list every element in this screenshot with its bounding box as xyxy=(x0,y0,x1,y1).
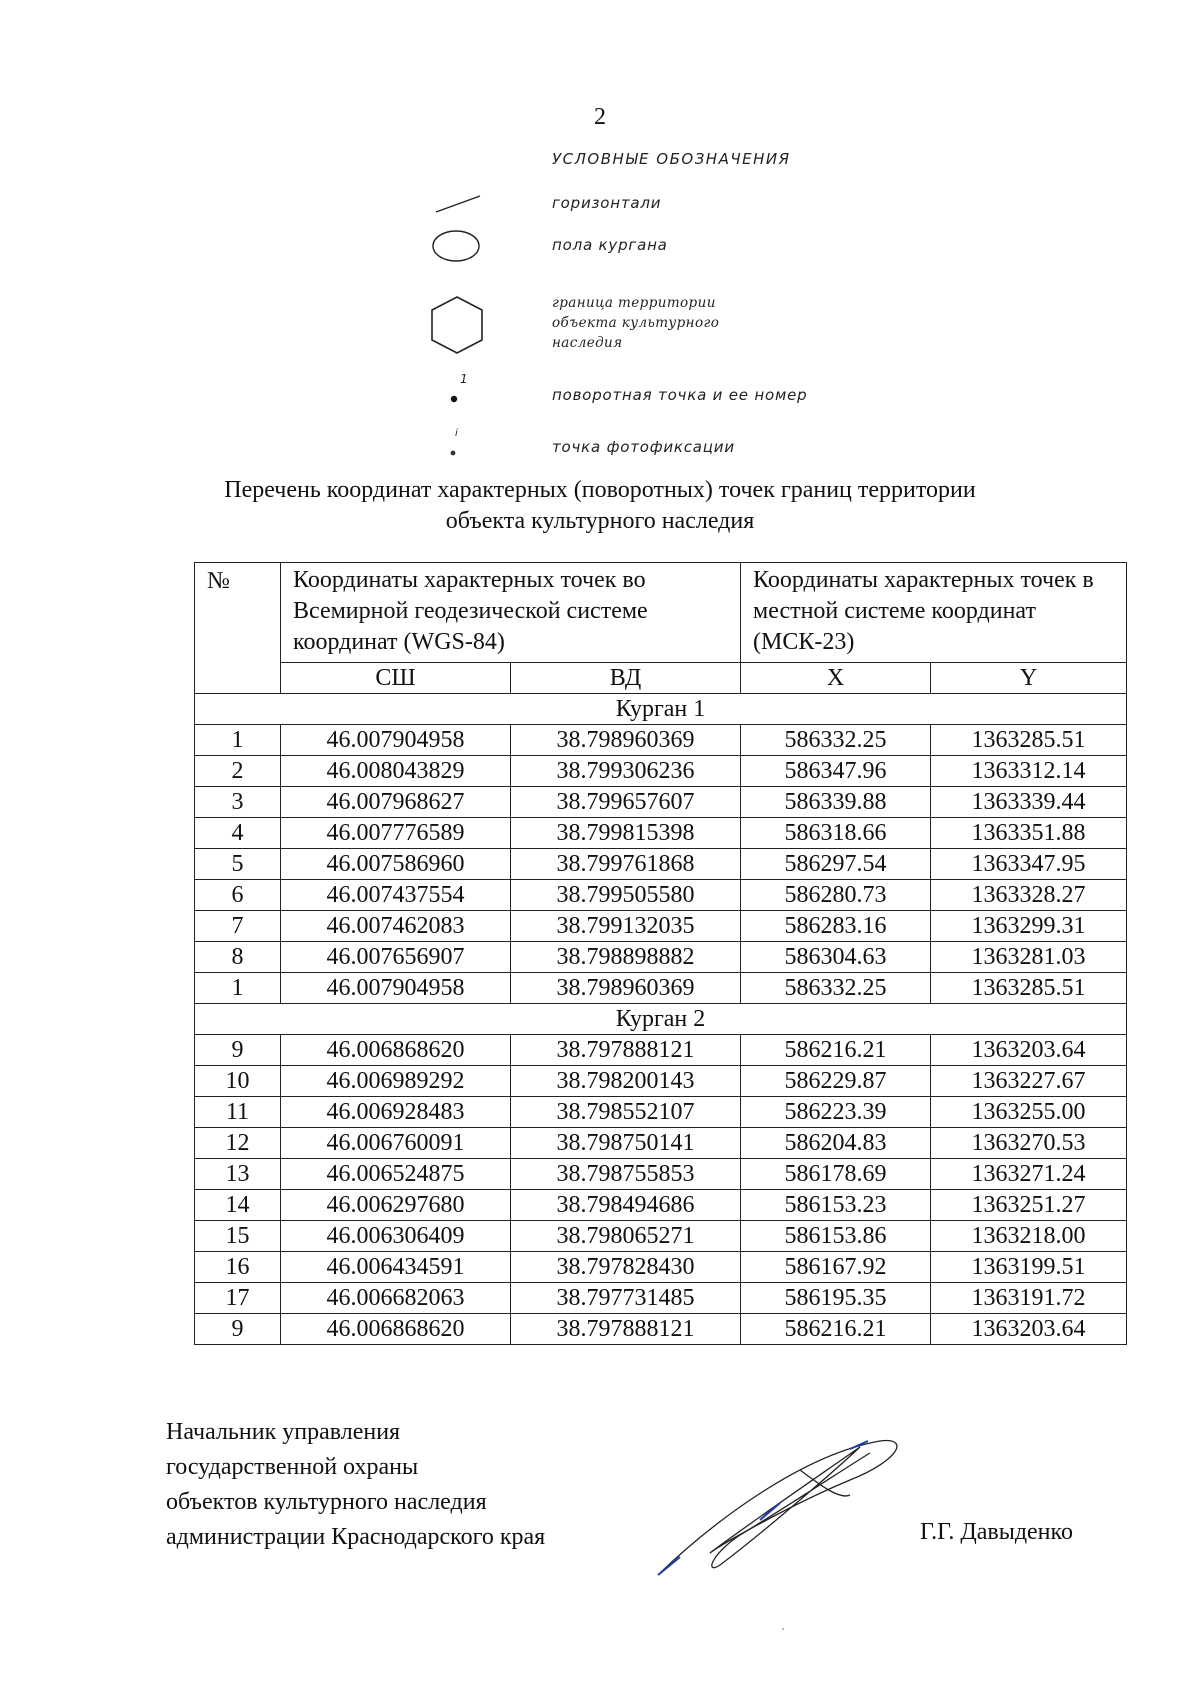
point-number-label: 1 xyxy=(460,372,468,386)
legend-label-boundary-line: граница территории xyxy=(552,295,716,311)
list-title xyxy=(0,475,1200,537)
cell-number: 12 xyxy=(195,1128,281,1159)
table-row xyxy=(195,725,1127,756)
cell-x: 586297.54 xyxy=(741,849,931,880)
header-number: № xyxy=(195,563,281,694)
cell-longitude: 38.797731485 xyxy=(511,1283,741,1314)
legend-title: УСЛОВНЫЕ ОБОЗНАЧЕНИЯ xyxy=(552,150,791,168)
cell-x: 586280.73 xyxy=(741,880,931,911)
table-row xyxy=(195,1252,1127,1283)
legend-label-contour: горизонтали xyxy=(552,194,662,212)
cell-number: 15 xyxy=(195,1221,281,1252)
cell-y: 1363203.64 xyxy=(931,1314,1127,1345)
cell-latitude: 46.006868620 xyxy=(281,1314,511,1345)
cell-latitude: 46.007968627 xyxy=(281,787,511,818)
cell-latitude: 46.006434591 xyxy=(281,1252,511,1283)
cell-latitude: 46.008043829 xyxy=(281,756,511,787)
cell-number: 5 xyxy=(195,849,281,880)
page-number: 2 xyxy=(594,104,606,130)
cell-y: 1363270.53 xyxy=(931,1128,1127,1159)
handwritten-signature xyxy=(650,1435,910,1585)
cell-x: 586167.92 xyxy=(741,1252,931,1283)
cell-x: 586178.69 xyxy=(741,1159,931,1190)
signature-line: Начальник управления xyxy=(166,1419,401,1445)
cell-longitude: 38.798755853 xyxy=(511,1159,741,1190)
legend-item-contour xyxy=(430,190,900,220)
cell-number: 8 xyxy=(195,942,281,973)
cell-latitude: 46.007904958 xyxy=(281,725,511,756)
cell-y: 1363227.67 xyxy=(931,1066,1127,1097)
cell-longitude: 38.799306236 xyxy=(511,756,741,787)
legend-item-mound xyxy=(430,228,900,268)
header-wgs84: Координаты характерных точек во Всемирной геодезической системе координат (WGS-84) xyxy=(281,563,741,663)
header-x: X xyxy=(741,663,931,694)
cell-latitude: 46.006524875 xyxy=(281,1159,511,1190)
cell-longitude: 38.799657607 xyxy=(511,787,741,818)
cell-number: 3 xyxy=(195,787,281,818)
table-row xyxy=(195,1128,1127,1159)
photo-point-number-label: i xyxy=(455,428,458,439)
cell-y: 1363285.51 xyxy=(931,725,1127,756)
cell-latitude: 46.007437554 xyxy=(281,880,511,911)
table-row xyxy=(195,1190,1127,1221)
table-row xyxy=(195,942,1127,973)
cell-longitude: 38.797828430 xyxy=(511,1252,741,1283)
legend-label-boundary-line: наследия xyxy=(552,335,623,351)
cell-latitude: 46.007586960 xyxy=(281,849,511,880)
cell-number: 9 xyxy=(195,1314,281,1345)
cell-y: 1363199.51 xyxy=(931,1252,1127,1283)
table-header-row xyxy=(195,563,1127,663)
cell-number: 10 xyxy=(195,1066,281,1097)
dot-icon xyxy=(430,384,470,414)
table-row xyxy=(195,1066,1127,1097)
cell-y: 1363299.31 xyxy=(931,911,1127,942)
cell-number: 13 xyxy=(195,1159,281,1190)
cell-x: 586347.96 xyxy=(741,756,931,787)
legend-item-turning-point xyxy=(430,372,900,412)
coordinates-table xyxy=(194,562,1127,1345)
cell-longitude: 38.797888121 xyxy=(511,1314,741,1345)
cell-y: 1363281.03 xyxy=(931,942,1127,973)
table-row xyxy=(195,849,1127,880)
cell-y: 1363251.27 xyxy=(931,1190,1127,1221)
legend-label-photo-point: точка фотофиксации xyxy=(552,438,735,456)
cell-longitude: 38.798200143 xyxy=(511,1066,741,1097)
cell-x: 586223.39 xyxy=(741,1097,931,1128)
list-title-line: Перечень координат характерных (поворотных) точек границ территории xyxy=(224,477,976,503)
cell-number: 6 xyxy=(195,880,281,911)
list-title-line: объекта культурного наследия xyxy=(445,508,755,534)
cell-y: 1363203.64 xyxy=(931,1035,1127,1066)
cell-longitude: 38.798898882 xyxy=(511,942,741,973)
cell-latitude: 46.006928483 xyxy=(281,1097,511,1128)
cell-y: 1363347.95 xyxy=(931,849,1127,880)
cell-x: 586216.21 xyxy=(741,1035,931,1066)
cell-longitude: 38.799761868 xyxy=(511,849,741,880)
legend-item-photo-point xyxy=(430,428,900,468)
small-dot-icon xyxy=(430,438,470,468)
cell-longitude: 38.799815398 xyxy=(511,818,741,849)
header-latitude: СШ xyxy=(281,663,511,694)
cell-longitude: 38.798960369 xyxy=(511,973,741,1004)
cell-x: 586339.88 xyxy=(741,787,931,818)
table-subheader-row xyxy=(195,663,1127,694)
legend-label-boundary-line: объекта культурного xyxy=(552,315,720,331)
cell-x: 586216.21 xyxy=(741,1314,931,1345)
legend-label-mound: пола кургана xyxy=(552,236,668,254)
cell-y: 1363218.00 xyxy=(931,1221,1127,1252)
cell-latitude: 46.006682063 xyxy=(281,1283,511,1314)
header-longitude: ВД xyxy=(511,663,741,694)
table-row xyxy=(195,787,1127,818)
cell-number: 11 xyxy=(195,1097,281,1128)
signature-line: администрации Краснодарского края xyxy=(166,1524,546,1550)
cell-longitude: 38.798494686 xyxy=(511,1190,741,1221)
group-row xyxy=(195,694,1127,725)
cell-number: 2 xyxy=(195,756,281,787)
table-row xyxy=(195,1159,1127,1190)
scan-speck xyxy=(782,1628,784,1630)
hexagon-icon xyxy=(430,295,500,370)
table-row xyxy=(195,1097,1127,1128)
cell-longitude: 38.799505580 xyxy=(511,880,741,911)
cell-latitude: 46.007656907 xyxy=(281,942,511,973)
cell-longitude: 38.799132035 xyxy=(511,911,741,942)
cell-number: 17 xyxy=(195,1283,281,1314)
cell-y: 1363351.88 xyxy=(931,818,1127,849)
cell-x: 586204.83 xyxy=(741,1128,931,1159)
cell-number: 14 xyxy=(195,1190,281,1221)
cell-latitude: 46.007462083 xyxy=(281,911,511,942)
cell-x: 586283.16 xyxy=(741,911,931,942)
cell-x: 586304.63 xyxy=(741,942,931,973)
group-title: Курган 1 xyxy=(195,694,1127,725)
table-row xyxy=(195,880,1127,911)
cell-x: 586153.86 xyxy=(741,1221,931,1252)
cell-latitude: 46.007776589 xyxy=(281,818,511,849)
cell-y: 1363339.44 xyxy=(931,787,1127,818)
legend-label-boundary xyxy=(552,293,719,353)
cell-x: 586332.25 xyxy=(741,973,931,1004)
signature-position xyxy=(166,1415,545,1555)
cell-number: 9 xyxy=(195,1035,281,1066)
table-row xyxy=(195,973,1127,1004)
legend-item-boundary xyxy=(430,295,900,370)
cell-x: 586229.87 xyxy=(741,1066,931,1097)
cell-y: 1363191.72 xyxy=(931,1283,1127,1314)
cell-x: 586195.35 xyxy=(741,1283,931,1314)
table-row xyxy=(195,818,1127,849)
header-msk23: Координаты характерных точек в местной системе координат (МСК-23) xyxy=(741,563,1127,663)
cell-y: 1363271.24 xyxy=(931,1159,1127,1190)
cell-latitude: 46.007904958 xyxy=(281,973,511,1004)
cell-latitude: 46.006306409 xyxy=(281,1221,511,1252)
cell-number: 7 xyxy=(195,911,281,942)
cell-y: 1363285.51 xyxy=(931,973,1127,1004)
cell-x: 586318.66 xyxy=(741,818,931,849)
cell-latitude: 46.006760091 xyxy=(281,1128,511,1159)
table-row xyxy=(195,1221,1127,1252)
cell-y: 1363255.00 xyxy=(931,1097,1127,1128)
table-body xyxy=(195,694,1127,1345)
header-y: Y xyxy=(931,663,1127,694)
signature-name: Г.Г. Давыденко xyxy=(920,1519,1073,1545)
cell-number: 16 xyxy=(195,1252,281,1283)
cell-latitude: 46.006868620 xyxy=(281,1035,511,1066)
cell-y: 1363328.27 xyxy=(931,880,1127,911)
contour-line-icon xyxy=(430,190,490,220)
signature-line: государственной охраны xyxy=(166,1454,419,1480)
cell-longitude: 38.798960369 xyxy=(511,725,741,756)
ellipse-icon xyxy=(430,228,490,268)
cell-number: 1 xyxy=(195,725,281,756)
table-row xyxy=(195,1314,1127,1345)
cell-latitude: 46.006297680 xyxy=(281,1190,511,1221)
cell-number: 4 xyxy=(195,818,281,849)
cell-x: 586332.25 xyxy=(741,725,931,756)
cell-x: 586153.23 xyxy=(741,1190,931,1221)
cell-number: 1 xyxy=(195,973,281,1004)
cell-longitude: 38.798552107 xyxy=(511,1097,741,1128)
cell-longitude: 38.797888121 xyxy=(511,1035,741,1066)
signature-line: объектов культурного наследия xyxy=(166,1489,487,1515)
table-row xyxy=(195,911,1127,942)
table-row xyxy=(195,1283,1127,1314)
cell-y: 1363312.14 xyxy=(931,756,1127,787)
group-row xyxy=(195,1004,1127,1035)
table-row xyxy=(195,1035,1127,1066)
legend-label-turning-point: поворотная точка и ее номер xyxy=(552,386,808,404)
table-row xyxy=(195,756,1127,787)
cell-latitude: 46.006989292 xyxy=(281,1066,511,1097)
group-title: Курган 2 xyxy=(195,1004,1127,1035)
cell-longitude: 38.798065271 xyxy=(511,1221,741,1252)
cell-longitude: 38.798750141 xyxy=(511,1128,741,1159)
